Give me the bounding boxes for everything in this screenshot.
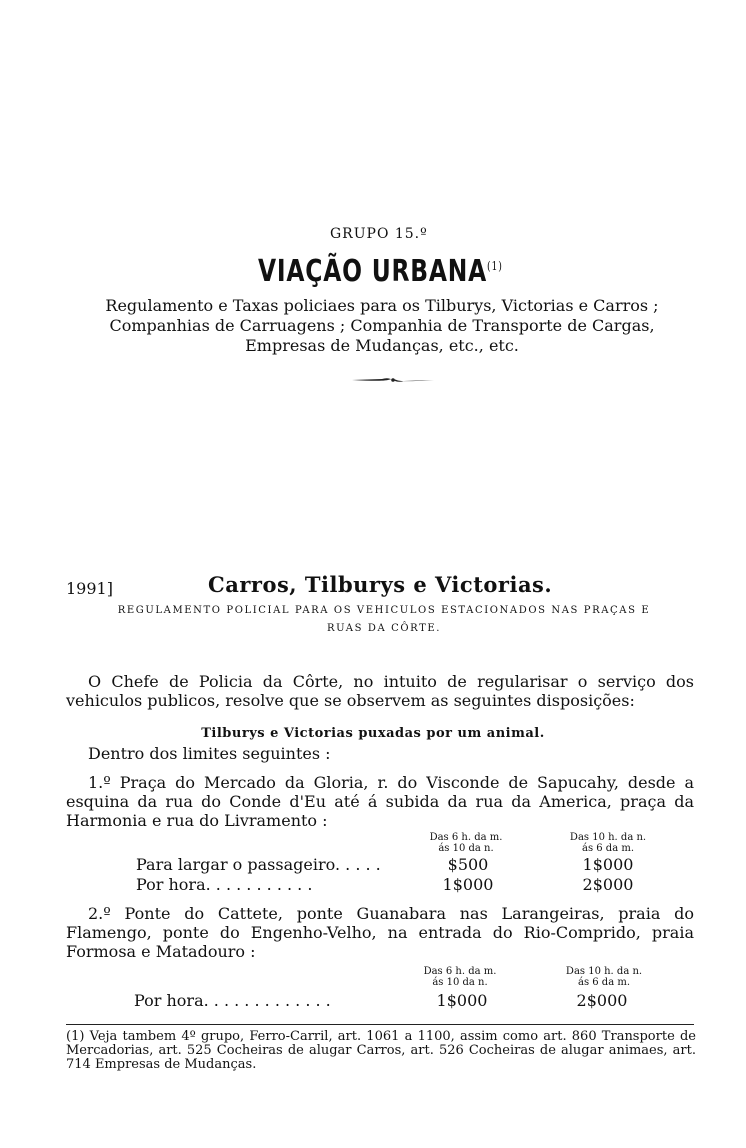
col-header-line: Das 10 h. da n. [569, 832, 647, 843]
footnote: (1) Veja tambem 4º grupo, Ferro-Carril, art. 1061 a 1100, assim como art. 860 Transporte de Mercadorias, art. 525 Cocheiras de alugar Carros, art. 526 Cocheiras de alugar animaes, art. 714 Empresas de Mudanças. [66, 1029, 696, 1072]
item-1-paragraph: 1.º Praça do Mercado da Gloria, r. do Visconde de Sapucahy, desde a esquina da rua do Conde d'Eu até á subida da rua da America, praça da Harmonia e rua do Livramento : [66, 773, 694, 830]
within-limits-text: Dentro dos limites seguintes : [88, 744, 331, 763]
col-header-line: ás 10 da n. [438, 843, 494, 854]
col-header-line: ás 6 da m. [581, 843, 635, 854]
subtitle-line: Regulamento e Taxas policiaes para os Tilburys, Victorias e Carros ; [105, 296, 659, 315]
col-header-line: ás 6 da m. [577, 977, 631, 988]
page-title [258, 254, 503, 289]
table2-row-value: 1$000 [436, 991, 488, 1010]
subtitle [62, 296, 702, 356]
col-header-line: Das 6 h. da m. [423, 966, 497, 977]
table1-col2-header [548, 832, 668, 854]
subtitle-line: Empresas de Mudanças, etc., etc. [245, 336, 519, 355]
table2-row-value: 2$000 [576, 991, 628, 1010]
ornament-divider-icon [352, 376, 434, 384]
col-header-line: Das 6 h. da m. [429, 832, 503, 843]
subtitle-line: Companhias de Carruagens ; Companhia de Transporte de Cargas, [109, 316, 655, 335]
table1-row-value: 1$000 [582, 855, 634, 874]
footnote-divider [66, 1024, 694, 1025]
subheading: Tilburys e Victorias puxadas por um animal. [201, 726, 545, 741]
title-footnote-marker: (1) [487, 259, 503, 273]
section-subtitle-line: RUAS DA CÔRTE. [326, 623, 442, 634]
intro-paragraph: O Chefe de Policia da Côrte, no intuito de regularisar o serviço dos vehiculos publicos, resolve que se observem as seguintes disposições: [66, 672, 694, 710]
col-header-line: ás 10 da n. [432, 977, 488, 988]
section-title: Carros, Tilburys e Victorias. [208, 572, 553, 597]
table2-col1-header [400, 966, 520, 988]
col-header-line: Das 10 h. da n. [565, 966, 643, 977]
table1-row-label: Para largar o passageiro. . . . . [136, 855, 381, 874]
table1-row-value: 2$000 [582, 875, 634, 894]
title-text: VIAÇÃO URBANA [258, 254, 488, 289]
table1-row-value: $500 [447, 855, 489, 874]
table2-col2-header [544, 966, 664, 988]
group-number: GRUPO 15.º [330, 226, 428, 242]
section-subtitle [86, 602, 682, 638]
table1-col1-header [406, 832, 526, 854]
item-2-paragraph: 2.º Ponte do Cattete, ponte Guanabara nas Larangeiras, praia do Flamengo, ponte do Engenho-Velho, na entrada do Rio-Comprido, praia Formosa e Matadouro : [66, 904, 694, 961]
section-number: 1991] [66, 579, 113, 598]
table1-row-value: 1$000 [442, 875, 494, 894]
section-subtitle-line: REGULAMENTO POLICIAL PARA OS VEHICULOS ESTACIONADOS NAS PRAÇAS E [117, 605, 651, 616]
table2-row-label: Por hora. . . . . . . . . . . . . [134, 991, 331, 1010]
table1-row-label: Por hora. . . . . . . . . . . [136, 875, 313, 894]
